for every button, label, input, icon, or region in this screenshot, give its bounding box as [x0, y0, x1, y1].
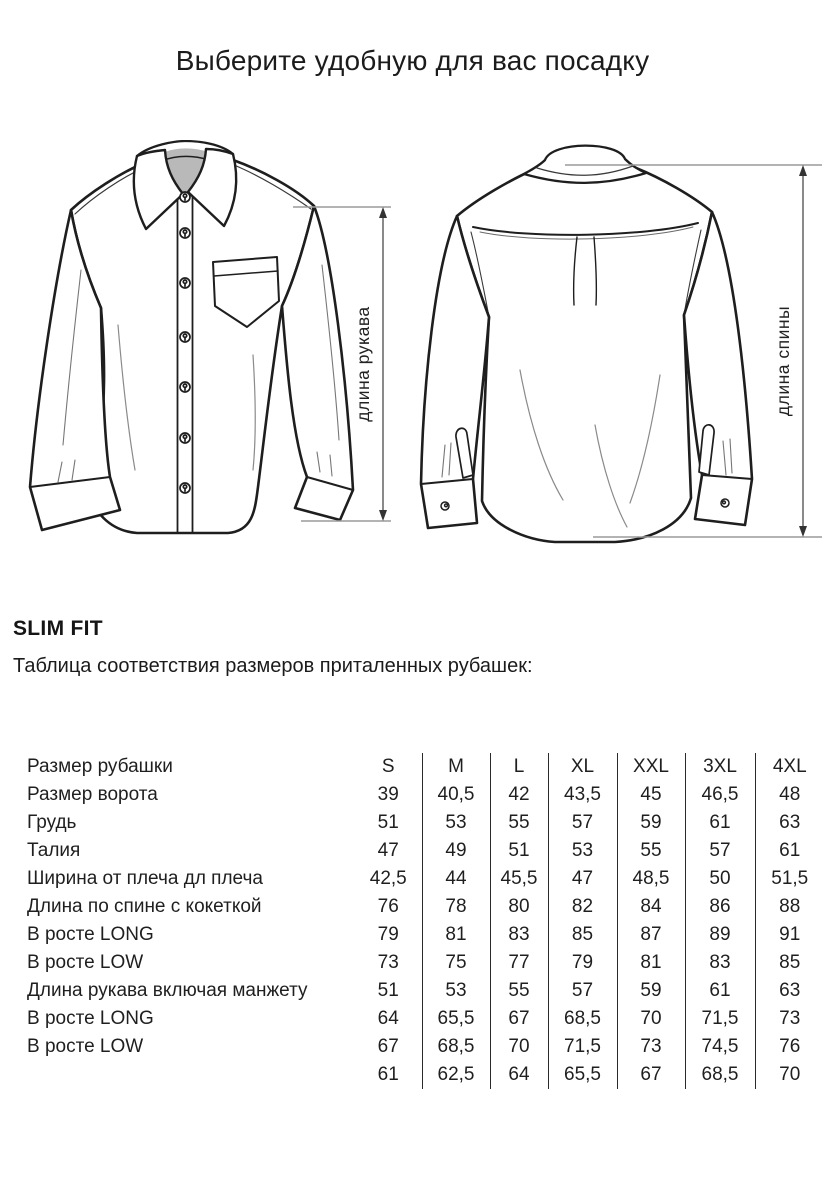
size-value-cell: 63 — [755, 809, 824, 837]
size-value-cell: 68,5 — [422, 1033, 490, 1061]
size-value-cell: 67 — [617, 1061, 685, 1089]
size-value-cell: 57 — [685, 837, 755, 865]
size-value-cell: 53 — [422, 977, 490, 1005]
row-label-cell: Длина по спине с кокеткой — [27, 896, 262, 917]
size-value-cell: 78 — [422, 893, 490, 921]
size-value-cell: 51 — [490, 837, 548, 865]
size-value-cell: M — [422, 753, 490, 781]
table-subtitle: Таблица соответствия размеров приталенных рубашек: — [13, 655, 533, 677]
size-value-cell: 85 — [548, 921, 617, 949]
size-value-cell: 64 — [490, 1061, 548, 1089]
arrowheads-icon — [379, 165, 807, 537]
fit-heading: SLIM FIT — [13, 617, 103, 640]
size-value-cell: 53 — [548, 837, 617, 865]
table-row — [27, 1005, 824, 1033]
size-value-cell: 70 — [755, 1061, 824, 1089]
size-value-cell: 4XL — [755, 753, 824, 781]
size-value-cell: 3XL — [685, 753, 755, 781]
size-value-cell: 42,5 — [369, 868, 407, 889]
size-table-body — [27, 753, 824, 1089]
size-value-cell: 79 — [377, 924, 399, 945]
row-label-cell: В росте LOW — [27, 1036, 144, 1057]
size-value-cell: 68,5 — [685, 1061, 755, 1089]
table-row — [27, 837, 824, 865]
size-value-cell: 61 — [685, 809, 755, 837]
size-value-cell: 67 — [490, 1005, 548, 1033]
size-value-cell: 80 — [490, 893, 548, 921]
size-value-cell: 83 — [685, 949, 755, 977]
size-value-cell: 65,5 — [548, 1061, 617, 1089]
table-row — [27, 1033, 824, 1061]
size-value-cell: 53 — [422, 809, 490, 837]
size-value-cell: 73 — [377, 952, 399, 973]
size-value-cell: 61 — [685, 977, 755, 1005]
size-value-cell: 51 — [377, 980, 399, 1001]
size-value-cell: 47 — [377, 840, 399, 861]
size-value-cell: L — [490, 753, 548, 781]
table-row — [27, 865, 824, 893]
size-value-cell: 70 — [490, 1033, 548, 1061]
size-value-cell: 55 — [490, 977, 548, 1005]
size-value-cell: 65,5 — [422, 1005, 490, 1033]
size-value-cell: 44 — [422, 865, 490, 893]
size-value-cell: 79 — [548, 949, 617, 977]
size-value-cell: 51,5 — [755, 865, 824, 893]
size-value-cell: 51 — [377, 812, 399, 833]
row-label-cell: В росте LONG — [27, 924, 154, 945]
size-value-cell: 59 — [617, 977, 685, 1005]
size-value-cell: 75 — [422, 949, 490, 977]
size-value-cell: 59 — [617, 809, 685, 837]
size-value-cell: 71,5 — [548, 1033, 617, 1061]
table-row — [27, 781, 824, 809]
size-value-cell: 55 — [617, 837, 685, 865]
size-value-cell: 47 — [548, 865, 617, 893]
size-value-cell: 43,5 — [548, 781, 617, 809]
size-value-cell: 48,5 — [617, 865, 685, 893]
size-value-cell: 46,5 — [685, 781, 755, 809]
size-value-cell: 57 — [548, 809, 617, 837]
size-value-cell: XL — [548, 753, 617, 781]
row-label-cell: В росте LOW — [27, 952, 144, 973]
size-value-cell: XXL — [617, 753, 685, 781]
row-label-cell: Длина рукава включая манжету — [27, 980, 308, 1001]
size-value-cell: 61 — [377, 1064, 399, 1085]
size-value-cell: 63 — [755, 977, 824, 1005]
table-row — [27, 921, 824, 949]
table-row — [27, 893, 824, 921]
table-row — [27, 977, 824, 1005]
size-value-cell: 76 — [377, 896, 399, 917]
size-value-cell: 57 — [548, 977, 617, 1005]
size-value-cell: 64 — [377, 1008, 399, 1029]
size-value-cell: 48 — [755, 781, 824, 809]
row-label-cell — [27, 1061, 355, 1089]
row-label-cell: Размер ворота — [27, 784, 158, 805]
size-value-cell: 87 — [617, 921, 685, 949]
size-value-cell: 89 — [685, 921, 755, 949]
size-value-cell: 70 — [617, 1005, 685, 1033]
size-value-cell: 73 — [617, 1033, 685, 1061]
row-label-cell: Ширина от плеча дл плеча — [27, 868, 263, 889]
table-header-row — [27, 753, 824, 781]
size-value-cell: 68,5 — [548, 1005, 617, 1033]
size-value-cell: 81 — [422, 921, 490, 949]
row-label-cell: Грудь — [27, 812, 77, 833]
size-value-cell: 81 — [617, 949, 685, 977]
dimension-arrow-lines-icon — [383, 172, 803, 530]
size-value-cell: 86 — [685, 893, 755, 921]
back-length-label: длина спины — [773, 305, 793, 417]
page-title: Выберите удобную для вас посадку — [175, 45, 650, 76]
table-row — [27, 949, 824, 977]
size-value-cell: 71,5 — [685, 1005, 755, 1033]
table-row — [27, 1061, 824, 1089]
size-value-cell: 61 — [755, 837, 824, 865]
size-table — [27, 753, 824, 1089]
size-value-cell: 67 — [377, 1036, 399, 1057]
row-label-cell: Размер рубашки — [27, 756, 173, 777]
size-value-cell: 40,5 — [422, 781, 490, 809]
size-value-cell: 62,5 — [422, 1061, 490, 1089]
size-value-cell: 91 — [755, 921, 824, 949]
row-label-cell: Талия — [27, 840, 81, 861]
size-value-cell: 73 — [755, 1005, 824, 1033]
size-value-cell: 85 — [755, 949, 824, 977]
row-label-cell: В росте LONG — [27, 1008, 154, 1029]
size-value-cell: 55 — [490, 809, 548, 837]
size-value-cell: 76 — [755, 1033, 824, 1061]
table-row — [27, 809, 824, 837]
size-value-cell: 74,5 — [685, 1033, 755, 1061]
size-value-cell: 77 — [490, 949, 548, 977]
size-value-cell: 45 — [617, 781, 685, 809]
dimension-lines-overlay — [0, 130, 825, 560]
size-value-cell: 50 — [685, 865, 755, 893]
size-value-cell: 84 — [617, 893, 685, 921]
size-value-cell: 88 — [755, 893, 824, 921]
sleeve-length-label: длина рукава — [353, 306, 373, 422]
size-value-cell: 39 — [377, 784, 399, 805]
size-value-cell: S — [381, 756, 395, 777]
size-value-cell: 45,5 — [490, 865, 548, 893]
size-value-cell: 49 — [422, 837, 490, 865]
size-value-cell: 83 — [490, 921, 548, 949]
size-value-cell: 82 — [548, 893, 617, 921]
size-value-cell: 42 — [490, 781, 548, 809]
